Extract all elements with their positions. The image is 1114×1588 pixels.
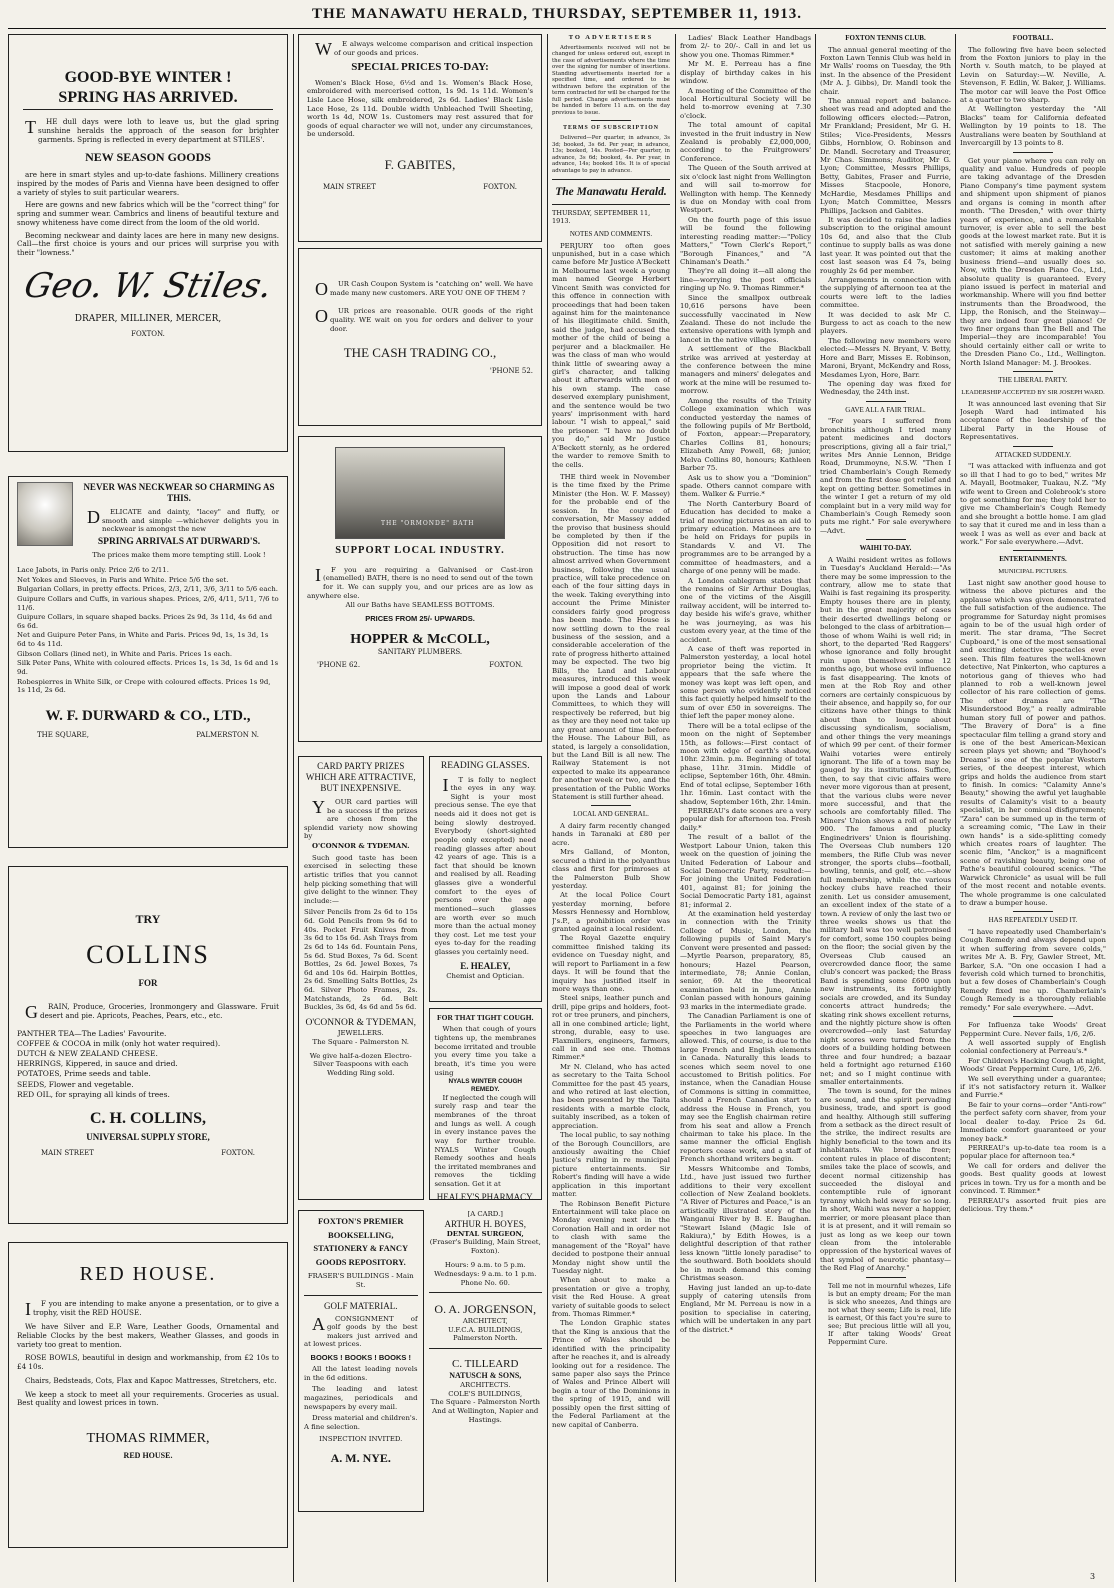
tilleard-town: The Square - Palmerston North (430, 1398, 540, 1407)
stiles-para: Becoming neckwear and dainty laces are here in many new designs. Call—the first choice is yours and our prices will surprise you with their "lowness." (17, 230, 279, 258)
news-para: The result of a ballot of the Westport Labour Union, taken this week on the question of joining the United Federation of Labour and Social Democratic Party, resulted:—For joining the United Federation 401, against 81; for joining the Social Democratic Party 181, against 81; informal 2. (680, 833, 811, 909)
collins-item: HERRINGS, Kippered, in sauce and dried. (17, 1059, 178, 1069)
news-para: The London Graphic states that the King is anxious that the Prince of Wales should be identified with the principality after he reaches it, and is already looking out for a residence. The same paper also says the Prince of Wales and Prince Albert will begin a tour of the Dominions in the spring of 1915, and will possibly open the first sitting of the Federal Parliament at the new capital of Canberra. (552, 1319, 670, 1429)
collins-list (17, 1029, 279, 1099)
durward-town: PALMERSTON N. (196, 731, 259, 740)
oconnor-list: Silver Pencils from 2s 6d to 15s 6d. Gold Pencils from 9s 6d to 40s. Pocket Fruit Knives from 3s 6d to 15s 6d. Ash Trays from 2s 6d to 14s 6d. Fountain Pens, 5s 6d. Stud Boxes, 7s 6d. Scent Bottles, 2s 6d. Jewel Boxes, 7s 6d and 10s 6d. Hairpin Bottles, 2s 6d. Smelling Salts Bottles, 2s 6d. Silver Photo Frames, 2s. Matchstands, 2s 6d. Belt Buckles, 3s 6d, 4s 6d and 5s 6d. (304, 908, 418, 1012)
healey-stack (429, 756, 543, 1200)
column-4 (680, 34, 811, 1582)
stiles-intro: THE dull days were loth to leave us, but the glad spring sunshine heralds the approach of the season for brighter garments. Spring is reflected in every department at STILES'. (25, 117, 279, 144)
column-rule (675, 34, 676, 1582)
news-para: PERREAU's up-to-date tea room is a popular place for afternoon tea.* (960, 1144, 1106, 1161)
news-para: A London cablegram states that the remains of Sir Arthur Douglas, one of the victims of the Aisgill railway accident, will be interred to-day beside his wife's grave, whither he was journeying, as was his custom every year, at the time of the accident. (680, 576, 811, 644)
news-para: Mr M. E. Perreau has a fine display of birthday cakes in his window. (680, 60, 811, 86)
gabites-body: Women's Black Hose, 6½d and 1s. Women's Black Hose, embroidered with mercerised cotton, 1s 9d. 1s 11d. Women's Lisle Lace Hose, silk embroidered, 2s 6d. Ladies' Black Lisle Lace Hose, 2s 11d. Double width Unbleached Twill Sheeting, worth 1s 4d, NOW 1s. Customers may rest assured that for goods of equal character we will not, under any circumstances, be undersold. (307, 78, 533, 139)
durward-address: THE SQUARE, (37, 731, 89, 740)
news-para: Messrs Whitcombe and Tombs, Ltd., have just issued two further additions to their very excellent collection of New Zealand booklets. "A River of Pictures and Peace," is an artistically illustrated story of the Wanganui River by B. E. Baughan. "Stewart Island (Magic Isle of Rakiura)," by Edith Howes, is a delightful description of that rather less known "little lonely paradise" to the southward. Both booklets should be in much demand this coming Christmas season. (680, 1164, 811, 1283)
news-para: A settlement of the Blackball strike was arrived at yesterday at the conference between the mine managers and miners' delegates and work at the mine will be resumed to-morrow. (680, 345, 811, 396)
news-para: On the fourth page of this issue will be found the following interesting reading matter:—"Policy Matters," "Town Clerk's Report," "Borough Finances," and "A Chinaman's Death." (680, 215, 811, 266)
stiles-para: Here are gowns and new fabrics which will be the "correct thing" for spring and summer wear. Cambrics and linens of beautiful texture and snowy whiteness have come direct from the loom of the old world. (17, 200, 279, 227)
rimmer-title: FOXTON'S PREMIER BOOKSELLING, STATIONERY & FANCY GOODS REPOSITORY. (313, 1216, 409, 1267)
c2-bottom-pair (298, 1210, 542, 1512)
cash-firm: THE CASH TRADING CO., (343, 345, 497, 361)
cough-para: When that cough of yours tightens up, the membranes become irritated and trouble you every time you take a breath, it's time you were using (434, 1025, 536, 1077)
oconnor-firm: O'CONNOR & TYDEMAN, (305, 1017, 417, 1028)
durward-intro: DELICATE and dainty, "lacey" and fluffy, or smooth and simple —whichever delights you in neckwear is amongst the new (87, 506, 279, 534)
oconnor-trade: JEWELLERS. (337, 1029, 384, 1038)
collins-name: COLLINS (86, 939, 210, 969)
oconnor-para: Such good taste has been exercised in selecting these artistic trifles that you cannot help picking something that will give delight to the winner. They include:— (304, 853, 418, 905)
news-para: A meeting of the Committee of the local Horticultural Society will be held to-morrow evening at 7.30 o'clock. (680, 86, 811, 120)
stiles-subtitle: NEW SEASON GOODS (85, 150, 211, 165)
news-para: It was announced last evening that Sir Joseph Ward had intimated his acceptance of the leadership of the Liberal Party in the House of Representatives. (960, 399, 1106, 442)
paper-title: The Manawatu Herald. (555, 186, 667, 199)
news-para: There will be a total eclipse of the moon on the night of September 15th, as follows:—First contact of moon with edge of earth's shadow, 10hr. 23min. p.m. Beginning of total phase, 11hr. 31min. Middle of eclipse, September 16th, 0hr. 48min. End of total eclipse, September 16th 1hr. 16min. Last contact with the shadow, September 16th, 2hr. 14min. (680, 721, 811, 806)
boyes-card-label: [A CARD.] (467, 1210, 503, 1218)
subscription-heading: TERMS OF SUBSCRIPTION (563, 125, 659, 132)
news-para: The following new members were elected:—Messrs N. Bryant, V. Betty, Hore and Barr, Misses E. Robinson, Maroni, Bryant, McKendry and Ross, Mesdames Lyon, Hore, Barr. (820, 336, 951, 379)
news-para: The following five have been selected from the Foxton juniors to play in the North v. South match, to be played at Levin on Saturday:—W. Neville, A. Stevenson, F. Edlin, W. Baker, J. Williams. The motor car will leave the Post Office at a quarter to two sharp. (960, 45, 1106, 105)
news-para: PERJURY too often goes unpunished, but in a case which came before Mr Justice A'Beckett in Melbourne last week a young man named George Herbert Vincent Smith was convicted for this offence in connection with proceedings that had been taken against him for the maintenance of his illegitimate child. Smith, said the judge, had accused the mother of the child of being a perjurer and a blackmailer. He was the class of man who would think little of swearing away a girl's character, and talking about it afterwards with men of his own stamp. The case deserved exemplary punishment, and the sentence would be two years' imprisonment with hard labour. "I wish to appeal," said the prisoner. "I have no doubt you do," said Mr Justice A'Beckett sternly, as he ordered the warder to remove Smith to the cells. (552, 241, 670, 469)
news-para: THE third week in November is the time fixed by the Prime Minister (the Hon. W. F. Massey) for the probable end of the session. In the course of conversation, Mr Massey added the proviso that business should be completed by then if the Opposition did not resort to obstruction. The time has now almost arrived when Government business, following the usual practice, will take precedence on each of the four sitting days in the week. Taking everything into account the Prime Minister considers fairly good progress has been made. The House is now settling down to the real business of the session, and a considerable acceleration of the rate of progress hitherto attained may be expected. The two big Bills, the Land and Labour measures, introduced this week will impose a good deal of work upon the Lands and Labour Committees, to which they will respectively be referred, but big as they are they need not take up any great amount of time before the House. The Labour Bill, as stated, is largely a consolidation, but the Land Bill is all new. The Railway Statement is not expected to make its appearance for another week or two, and the presentation of the Public Works Statement is still further ahead. (552, 473, 670, 802)
gabites-intro: WE always welcome comparison and critical inspection of our goods and prices. (315, 39, 533, 59)
red-house-para: Chairs, Bedsteads, Cots, Flax and Kapoc Mattresses, Stretchers, etc. (25, 1375, 277, 1385)
collins-item: DUTCH & NEW ZEALAND CHEESE. (17, 1049, 158, 1059)
collins-item: PANTHER TEA—The Ladies' Favourite. (17, 1028, 167, 1038)
healey-para: IT is folly to neglect the eyes in any way. Sight is your most precious sense. The eye that needs aid it does not get is being slowly destroyed. Everybody (short-sighted people only excepted) need reading glasses after about 42 years of age. This is a fact that should be known and realised by all. Reading glasses give a wonderful comfort to the eyes of persons over the age mentioned—such glasses are worth ever so much more than the actual money they cost. Let me test your eyes to-day for the reading glasses you certainly need. (434, 774, 536, 957)
news-para: For Children's Hacking Cough at night, Woods' Great Peppermint Cure, 1/6, 2/6. (960, 1056, 1106, 1074)
books-heading: BOOKS ! BOOKS ! BOOKS ! (310, 1353, 411, 1363)
red-house-owner: THOMAS RIMMER, (86, 1431, 210, 1447)
stiles-town: FOXTON. (131, 330, 165, 339)
gabites-address: MAIN STREET (323, 182, 376, 191)
tilleard-address: COLE'S BUILDINGS, (448, 1389, 523, 1398)
column-rule (955, 34, 956, 1582)
news-para: Last night saw another good house to witness the above pictures and the applause which was given demonstrated the full satisfaction of the audience. The programme for Saturday night promises again to be of the usual high order of merit. The star drama, "The Secret Cupboard," is one of the most sensational and exciting detective spectacles ever seen. This film features the well-known detective, Nat Pinkerton, who captures a notorious gang of thieves who had planned to rob a well-known jewel collector of his rare collection of gems. The other dramas are "The Misunderstood Boy," a really admirable human story full of power and pathos. "The Bravery of Dora" is a fine spectacular film telling a grand story and is one of the best American-Mexican screen plays yet shown; and "Boyhood's Dreams" is one of the popular Western series, of the deepest interest, which grips and holds the audience from start to finish. In comics: "Calamity Anne's Beauty," showing the awful yet laughable results of Calamity's visit to a beauty specialist, in her comical disfigurement; "Zara" can be summed up in the term of a screaming comic, "The Law in their own hands" is a side-splitting comedy which creates roars of laughter. The scenic film, "Anckor," is a magnificent scene of ravishing beauty, being one of Pathe's beautiful coloured scenics. "The Warwick Chronicle" as usual will be full of the most recent and notable events. The whole programme is one calculated to draw a bumper house. (960, 578, 1106, 907)
dateline: THURSDAY, SEPTEMBER 11, 1913. (552, 209, 651, 226)
news-para: We sell everything under a guarantee; if it's not satisfactory return it. Walker and Furrie.* (960, 1074, 1106, 1100)
c2-mid-pair (298, 756, 542, 1200)
collins-ad (8, 866, 288, 1224)
attacked-heading: ATTACKED SUDDENLY. (995, 450, 1071, 459)
boyes-trade: DENTAL SURGEON, (446, 1229, 524, 1238)
stiles-title-1: GOOD-BYE WINTER ! (64, 69, 232, 86)
hopper-trade: SANITARY PLUMBERS. (377, 648, 463, 657)
nye-firm: A. M. NYE. (330, 1451, 391, 1466)
cash-para: OUR prices are reasonable. OUR goods of the right quality. WE wait on you for orders and deliver to your door. (315, 306, 533, 333)
rimmer-para: The leading and latest magazines, periodicals and newspapers by every mail. (304, 1385, 418, 1411)
masthead-rule (8, 28, 1106, 29)
red-house-ad (8, 1242, 288, 1548)
column-2 (298, 34, 542, 1582)
stiles-trades: DRAPER, MILLINER, MERCER, (74, 313, 222, 324)
collins-item: RED OIL, for spraying all kinds of trees. (17, 1089, 170, 1099)
gabites-town: FOXTON. (483, 182, 517, 191)
news-para: They're all doing it—all along the line—worrying the post officials ringing up No. 9. Thomas Rimmer.* (680, 267, 811, 293)
cash-phone: 'PHONE 52. (489, 366, 533, 375)
hopper-mccoll-ad (298, 436, 542, 742)
local-heading: LOCAL AND GENERAL. (573, 810, 649, 819)
news-para: At Wellington yesterday the "All Blacks" team for California defeated Wellington by 19 points to 18. The Australians were beaten by Southland at Invercargill by 13 points to 8. (960, 105, 1106, 148)
tilleard-firm: NATUSCH & SONS, (449, 1371, 522, 1381)
news-para: It was decided to ask Mr C. Burgess to act as coach to the new players. (820, 310, 951, 336)
oconnor-intro: YOUR card parties will be a success if the prizes are chosen from the splendid variety now showing by (304, 796, 418, 841)
stiles-para: are here in smart styles and up-to-date fashions. Millinery creations inspired by the modes of Paris and Vienna have been designed to offer a variety of styles to suit particular wearers. (17, 170, 279, 197)
durward-tagline: The prices make them more tempting still. Look ! (92, 551, 266, 560)
oconnor-name: O'CONNOR & TYDEMAN. (312, 842, 410, 851)
news-para: Arrangements in connection with the supplying of afternoon tea at the courts were left to the ladies committee. (820, 275, 951, 310)
collins-item: COFFEE & COCOA in milk (only hot water required). (17, 1039, 221, 1049)
price-item: Bulgarian Collars, in pretty effects. Prices, 2/3, 2/11, 3/6, 3/11 to 5/6 each. (17, 585, 278, 594)
cough-para: If neglected the cough will surely rasp and tear the membranes of the throat and lungs as well. A cough in every instance paves the way for further trouble. NYALS Winter Cough Remedy soothes and heals the irritated membranes and removes the tickling sensation. Get it at (434, 1093, 536, 1189)
price-item: Net Yokes and Sleeves, in Paris and White. Price 5/6 the set. (17, 575, 229, 584)
news-para: PERREAU's date scones are a very popular dish for afternoon tea. Fresh daily.* (680, 806, 811, 832)
tilleard-trade: ARCHITECTS. (460, 1381, 511, 1389)
news-para: Steel snips, leather punch and drill, pipe grips and holders, foot-rot or tree pruners, and pinchers, all in one combined article; light, strong, durable, easy to use. Flaxmillers, engineers, farmers, call in and see one. Thomas Rimmer.* (552, 994, 670, 1062)
news-para: Having just landed an up-to-date supply of catering utensils from England, Mr M. Perreau is now in a position to specialise in catering, which will be undertaken in any part of the district.* (680, 1283, 811, 1334)
hopper-para: IF you are requiring a Galvanised or Cast-iron (enamelled) BATH, there is no need to send out of the town for it. We can supply you, and our prices are as low as anywhere else. (307, 564, 533, 600)
jorgenson-town: Palmerston North. (453, 1334, 518, 1343)
stiles-signature: Geo. W. Stiles. (20, 266, 276, 307)
rimmer-address: FRASER'S BUILDINGS - Main St. (307, 1272, 414, 1289)
cash-trading-ad (298, 248, 542, 426)
boyes-address: (Fraser's Building, Main Street, Foxton). (429, 1238, 541, 1255)
red-house-sub: RED HOUSE. (123, 1451, 173, 1461)
liberal-subheading: LEADERSHIP ACCEPTED BY SIR JOSEPH WARD. (961, 388, 1105, 396)
column-rule (547, 34, 548, 1582)
durward-headline: NEVER WAS NECKWEAR SO CHARMING AS THIS. (83, 482, 275, 503)
news-para: At the examination held yesterday in connection with the Trinity College of Music, London, the following pupils of Saint Mary's Convent were presented and passed:—Myrtle Pearson, preparatory, 85, honours; Hazel Pearson, intermediate, 78; Annie Conlan, senior, 69. At the theoretical examination held in June, Annie Conlan passed with honours gaining 93 marks in the intermediate grade. (680, 910, 811, 1011)
collins-address: MAIN STREET (41, 1149, 94, 1158)
column-6 (960, 34, 1106, 1582)
news-para: "I was attacked with influenza and got so ill that I had to go to bed," writes Mr A. Mayall, Bootmaker, Tuakau, N.Z. "My wife went to Green and Colebrook's store to get something for me; they told her to give me Chamberlain's Cough Remedy and she brought a bottle home. I am glad to say that it cured me and in less than a week I was as well as ever and back at work." For sale everywhere.—Advt. (960, 462, 1106, 547)
collins-item: POTATOES, Prime seeds and table. (17, 1069, 151, 1079)
news-para: When about to make a presentation or give a trophy, visit the Red House. A great variety of suitable goods to select from. Thomas Rimmer.* (552, 1276, 670, 1319)
hopper-firm: HOPPER & McCOLL, (350, 632, 490, 648)
collins-town: FOXTON. (221, 1149, 255, 1158)
news-para: Be fair to your corns—order "Anti-row" the perfect safety corn shaver, from your local dealer to-day. Price 2s 6d. Immediate comfort guaranteed or your money back.* (960, 1100, 1106, 1143)
red-house-para: IF you are intending to make anyone a presentation, or to give a trophy, visit the RED HOUSE. (25, 1299, 279, 1320)
news-para: It was decided to raise the ladies subscription to the original amount 10s 6d, and also that the Club continue to supply balls as was done last year. It was pointed out that the cost last season was £4 7s, being roughly 2s 6d per member. (820, 215, 951, 275)
liberal-heading: THE LIBERAL PARTY. (998, 376, 1068, 385)
news-para: We call for orders and deliver the goods. Best quality goods at lowest prices in town. Try us for a month and be convinced. T. Rimmer.* (960, 1161, 1106, 1196)
price-item: Guipure Collars and Cuffs, in various shapes. Prices, 2/6, 4/11, 5/11, 7/6 to 11/6. (17, 594, 279, 612)
price-item: Lace Jabots, in Paris only. Price 2/6 to 2/11. (17, 566, 169, 575)
gabites-firm: F. GABITES, (384, 157, 456, 173)
column-rule (815, 34, 816, 1582)
healey-ad (429, 756, 543, 1002)
durward-spring-heading: SPRING ARRIVALS AT DURWARD'S. (97, 536, 261, 547)
notes-heading: NOTES AND COMMENTS. (569, 230, 653, 239)
column-1 (8, 34, 288, 1582)
news-para: "For years I suffered from bronchitis although I tried many patent medicines and doctors prescriptions, giving all a fair trial," writes Mrs Annie Lennon, Bridge Road, Drummoyne, N.S.W. "Then I tried Chamberlain's Cough Remedy and from the first dose got relief and kept on getting better. Sometimes in the winter I get a return of my old complaint but in a very mild way for Chamberlain's Cough Remedy soon puts me right." For sale everywhere—Advt. (820, 417, 951, 535)
healey-title: READING GLASSES. (440, 761, 530, 771)
stiles-ad (8, 34, 288, 452)
hopper-phone: 'PHONE 62. (317, 660, 361, 669)
bath-illustration (335, 447, 505, 539)
boyes-hours: Hours: 9 a.m. to 5 p.m. Wednesdays: 9 a.m. to 1 p.m. (434, 1261, 537, 1279)
durward-ad (8, 476, 288, 848)
collins-firm: C. H. COLLINS, (89, 1109, 207, 1127)
news-para: The town is sound, for the mines are sound, and the spirit pervading business, trade, and sport is good and healthy. Although still suffering from a setback as the direct result of the strike, the indirect results are highly beneficial to the town and its inhabitants. We breathe freer; content rules in place of discontent; smiles take the place of scowls, and decent normal citizenship has succeeded the disloyal and contemptible rule of ignorant tyranny which held sway for so long. In short, Waihi was never a happier, merrier, or more pleasant place than it is at present, and it will remain so just as long as we keep our town clean from the intolerable oppression of the hysterical waves of that symbol of neurotic phantasy—the Red Flag of Anarchy." (820, 1087, 951, 1273)
tennis-heading: FOXTON TENNIS CLUB. (845, 34, 926, 42)
trial-heading: GAVE ALL A FAIR TRIAL. (845, 405, 926, 414)
news-para: The Robinson Benefit Picture Entertainment will take place on Monday evening next in the Coronation Hall and in order not to clash with same the management of the "Royal" have decided to postpone their annual Monday night show until the Tuesday night. (552, 1199, 670, 1275)
waihi-heading: WAIHI TO-DAY. (859, 544, 912, 553)
oconnor-title: CARD PARTY PRIZES WHICH ARE ATTRACTIVE, BUT INEXPENSIVE. (305, 761, 416, 793)
hopper-baths-note: All our Baths have SEAMLESS BOTTOMS. (345, 601, 495, 610)
news-para: For Influenza take Woods' Great Peppermint Cure. Never fails, 1/6, 2/6. (960, 1021, 1106, 1038)
jorgenson-address: U.F.C.A. BUILDINGS, (448, 1325, 523, 1334)
collins-store: UNIVERSAL SUPPLY STORE, (86, 1132, 210, 1143)
page-number: 3 (1090, 1572, 1096, 1581)
column-3 (552, 34, 670, 1582)
healey-firm: E. HEALEY, (460, 960, 511, 971)
news-para: Get your piano where you can rely on quality and value. Hundreds of people are taking advantage of the Dresden Piano Company's time payment system and shipment upon shipment of pianos and organs is coming in month after month. "The Dresden," with over thirty years of experience, and a remarkable turnover, is ever able to sell the best goods at the lowest market rate. But it is not satisfied with merely gaining a new customer; it aims at making another business friend—and usually does so. Now, with the Dresden Piano Co., Ltd., absolute quality is guaranteed. Every piano issued is perfect in material and workmanship. Where will you find better instruments than the Broadwood, the Lipp, the Ronisch, and the Steinway—they are indeed four great pianos! Or two finer organs than The Bell and The Imperial—they are incomparable! You should certainly either call or write to the Dresden Piano Co., Ltd., Wellington. North Island Manager: M. J. Brookes. (960, 156, 1106, 367)
news-para: The local public, to say nothing of the Borough Councillors, are anxiously awaiting the Chief Justice's ruling in re municipal picture entertainments. Sir Robert's finding will have a wide application in this important matter. (552, 1131, 670, 1199)
oconnor-address: The Square - Palmerston N. (312, 1038, 409, 1047)
news-para: The Royal Gazette enquiry committee finished taking its evidence on Tuesday night, and will report to Parliament in a few days. It will be found that the inquiry has justified itself in more ways than one. (552, 934, 670, 993)
news-para: Mrs Galland, of Monton, secured a third in the polyanthus class and first for primroses at the Palmerston Bulb Show yesterday. (552, 848, 670, 890)
collins-for: FOR (138, 978, 158, 989)
news-para: Ask us to show you a "Dominion" spade. Others cannot compare with them. Walker & Furrie.* (680, 473, 811, 499)
news-para: Ladies' Black Leather Handbags from 2/- to 20/-. Call in and let us show you one. Thomas Rimmer.* (680, 34, 811, 59)
rimmer-stationery-ad (298, 1210, 424, 1512)
cough-title: FOR THAT TIGHT COUGH. (437, 1013, 534, 1023)
news-para: Since the smallpox outbreak 10,616 persons have been successfully vaccinated in New Zealand. These do not include the extensive operations with lymph and lancet in the native villages. (680, 293, 811, 344)
news-para: Among the results of the Trinity College examination which was conducted yesterday the names of the following pupils of Mr Bertbold, of Foxton, appear:—Preparatory, Charles Collins 81, honours; Elizabeth Amy Powell, 68; junior, Melva Collins 80, honours; Kathleen Barber 75. (680, 396, 811, 473)
verse-advert: Tell me not in mournful whezes, Life is but an empty dream; For the man is sick who sneezes, And things are not what they seem; Life is real, life is earnest, Of this fact you're sure to see; But precious little will all you, If after taking Woods' Great Peppermint Cure. (828, 1281, 951, 1346)
durward-firm: W. F. DURWARD & CO., LTD., (45, 707, 251, 724)
collins-item: SEEDS, Flower and vegetable. (17, 1079, 134, 1089)
jorgenson-trade: ARCHITECT, (462, 1316, 508, 1325)
news-para: A case of theft was reported in Palmerston yesterday, a local hotel proprietor being the victim. It appears that the safe where the money was kept was left open, and some person who evidently noticed this fact quietly helped himself to the sum of over £50 in sovereigns. The thief left the paper money alone. (680, 644, 811, 721)
boyes-name: ARTHUR H. BOYES, (444, 1218, 526, 1229)
news-para: The opening day was fixed for Wednesday, the 24th inst. (820, 379, 951, 397)
news-para: The total amount of capital invested in the fruit industry in New Zealand is probably £2,000,000, according to the Fruitgrowers' Conference. (680, 121, 811, 163)
cough-remedy: NYALS WINTER COUGH REMEDY. (448, 1078, 523, 1093)
news-para: At the local Police Court yesterday morning, before Messrs Hennessy and Hornblow, J's.P., a prohibition order was granted against a local resident. (552, 891, 670, 934)
masthead: THE MANAWATU HERALD, THURSDAY, SEPTEMBER 11, 1913. (311, 6, 803, 22)
news-para: The Queen of the South arrived at six o'clock last night from Wellington and will sail to-morrow for Wellington with hemp. The Kennedy is due on Monday with coal from Westport. (680, 164, 811, 215)
price-item: Silk Peter Pans, White with coloured effects. Prices 1s, 1s 3d, 1s 6d and 1s 9d. (17, 659, 279, 676)
advertisers-notice: Advertisements received will not be changed for unless ordered out, except in the case of advertisements where the time over the signing for number of insertions. Standing advertisements inserted for a specified time, and ordered to be withdrawn before the expiration of the term contracted for will be charged for the full period. Change advertisements must be handed in before 11 a.m. on the day previous to issue. (552, 44, 670, 116)
entertainments-heading: ENTERTAINMENTS. (999, 555, 1067, 564)
tilleard-branches: And at Wellington, Napier and Hastings. (432, 1406, 539, 1424)
news-para: Mr N. Cleland, who has acted as secretary to the Taita School Committee for the past 45 years, and who retired at last election, has been presented by the Taita residents with a marble clock, suitably inscribed, as a token of appreciation. (552, 1062, 670, 1130)
gabites-ad (298, 34, 542, 242)
golf-para: ACONSIGNMENT of golf goods by the best makers just arrived and at lowest prices. (304, 1313, 418, 1349)
news-para: The Canadian Parliament is one of the Parliaments in the world where speeches in two languages are allowed. This, of course, is due to the large French and English elements in Canada. Naturally this leads to scenes which seem novel to one accustomed to British politics. For instance, when the Canadian House of Commons is sitting in committee, should a French Canadian start to address the House in French, you may see the English chairman retire from his seat and allow a French chairman to take his place. In the same manner the official English reporters cease work, and a staff of French shorthand writers begin. (680, 1012, 811, 1164)
hopper-prices: PRICES FROM 25/- UPWARDS. (365, 613, 475, 623)
red-house-para: We have Silver and E.P. Ware, Leather Goods, Ornamental and Reliable Clocks by the best makers, Weather Glasses, and goods in variety too great to mention. (17, 1321, 279, 1349)
column-5 (820, 34, 951, 1582)
stiles-title-2: SPRING HAS ARRIVED. (23, 88, 273, 111)
oconnor-offer: We give half-a-dozen Electro-Silver Teaspoons with each Wedding Ring sold. (309, 1051, 412, 1077)
golf-heading: GOLF MATERIAL. (324, 1300, 398, 1311)
collins-intro: GRAIN, Produce, Groceries, Ironmongery and Glassware. Fruit desert and pie. Apricots, Peaches, Pears, etc., etc. (25, 1002, 279, 1023)
hopper-town: FOXTON. (489, 660, 523, 669)
news-para: A dairy farm recently changed hands in Taranaki at £80 per acre. (552, 821, 670, 847)
tilleard-name: C. TILLEARD (452, 1357, 519, 1370)
price-item: Net and Guipure Peter Pans, in White and Paris. Prices 9d, 1s, 1s 3d, 1s 6d to 4s 11d. (17, 631, 269, 649)
red-house-para: We keep a stock to meet all your requirements. Groceries as usual. Best quality and lowest prices in town. (17, 1389, 279, 1408)
rimmer-invite: INSPECTION INVITED. (319, 1434, 403, 1443)
news-para: The annual general meeting of the Foxton Lawn Tennis Club was held in Mr Walls' rooms on Tuesday, the 9th inst. In the absence of the President (Mr A. J. Gibbs), Dr. Mandl took the chair. (820, 45, 951, 96)
healey-trade: Chemist and Optician. (446, 971, 525, 980)
cough-firm: HEALEY'S PHARMACY. (436, 1191, 534, 1200)
news-para: A well assorted supply of English colonial confectionery at Perreau's.* (960, 1038, 1106, 1056)
oconnor-ad (298, 756, 424, 1200)
jorgenson-name: O. A. JORGENSON, (434, 1302, 537, 1317)
football-heading: FOOTBALL. (1012, 34, 1054, 42)
advertisers-heading: TO ADVERTISERS (568, 34, 654, 41)
column-rule (293, 34, 294, 1582)
news-para: The North Canterbury Board of Education has decided to make a trial of moving pictures as an aid to primary education. Matinees are to be held on Fridays for pupils in Standards V. and VI. The programmes are to be arranged by a committee of headmasters, and a charge of one penny will be made. (680, 499, 811, 576)
price-item: Gibson Collars (lined net), in White and Paris. Prices 1s each. (17, 649, 233, 658)
news-para: "I have repeatedly used Chamberlain's Cough Remedy and always depend upon it when suffering from severe colds," writes Mr A. B. Fry, Gawler Street, Mt. Barker, S.A. "On one occasion I had a feverish cold which turned to bronchitis, but a few doses of Chamberlain's Cough Remedy fixed me up. Chamberlain's Cough Remedy is a thoroughly reliable remedy." For sale everywhere. —Advt. (960, 927, 1106, 1012)
collins-try: TRY (135, 912, 161, 926)
hopper-support: SUPPORT LOCAL INDUSTRY. (335, 545, 505, 556)
cough-ad (429, 1008, 543, 1200)
durward-price-list (17, 566, 279, 695)
subscription-notice: Delivered—Per quarter, in advance, 3s 3d; booked, 3s 6d. Per year, in advance, 13s; booked, 14s. Posted—Per quarter, in advance, 3s 6d; booked, 4s. Per year, in advance, 14s; booked 16s. It is of special advantage to pay in advance. (552, 135, 670, 174)
red-house-para: ROSE BOWLS, beautiful in design and workmanship, from £2 10s to £4 10s. (17, 1353, 279, 1372)
rimmer-para: Dress material and children's. A fine selection. (304, 1414, 418, 1431)
pictures-heading: MUNICIPAL PICTURES. (998, 567, 1068, 575)
news-para: A Waihi resident writes as follows in Tuesday's Auckland Herald:—"As there may be some impression to the contrary, allow me to state that Waihi is fast regaining its prosperity. Empty houses there are in plenty, but in the great majority of cases their deserted dwellings belong or belonged to the class of arbitration—those of whom Waihi is well rid; in short, to the departed 'Red Raggers' whose ignorance and folly brought ruin upon themselves some 12 months ago, but whose evil influence is fast disappearing. The knots of men at the Rob Roy and other corners are certainly conspicuous by their absence, and happily so, for our citizens have other things to think about than to lounge about discussing syndicalism, socialism, and other things the very meanings of which 99 per cent. of their former Waihi votaries were entirely ignorant. The life of a town may be gauged by its institutions. Suffice, then, to say that civic affairs were never more vigorous than at present, that the various clubs were never more successful, and that the schools are comfortably filled. The Miners' Union shows a roll of nearly 900. The famous and plucky Enginedrivers' Union is flourishing. The Overseas Club numbers 120 members, the Rifle Club was never stronger, the sports clubs—football, bowling, tennis, and golf, etc.—show full membership, while the various hockey clubs have reached their zenith. Let us consider amusement, an excellent index of the state of a town. A review of only the last two or three weeks shows us that the military ball was too well patronised for comfort, some 150 couples being on the floor; the social given by the Overseas Club caused an overcrowded dance floor, the same club's concert was packed; the Brass Band is spending some £600 upon new instruments, its fortnightly socials are crowded, and its Sunday concerts attract hundreds; the skating rink shows excellent returns, and the nightly picture show is often overcrowded—only last Saturday night scores were turned from the doors of a building holding between three and four hundred; a bazaar held a fortnight ago returned £160 net; and so I might continue with smaller entertainments. (820, 555, 951, 1086)
boyes-phone: Phone No. 60. (460, 1278, 510, 1287)
news-para: The annual report and balance-sheet was read and adopted and the following officers elected:—Patron, Mr Frankland; President, Mr G. H. Stiles; Vice-Presidents, Messrs Gibbs, Hornblow, O. Robinson and Dr. Mandl. Secretary and Treasurer, Mr Chas. Simmons; Auditor, Mr G. Lyon; Committee, Messrs Phillips, Betty, Gabites, Fraser and Furrie, Misses Stacpoole, Honore, McHardie, Mesdames Phillips and Lyon; Match Committee, Messrs Phillips, Jackson and Gabites. (820, 97, 951, 215)
price-item: Guipure Collars, in square shaped backs. Prices 2s 9d, 3s 11d, 4s 6d and 6s 6d. (17, 613, 273, 630)
gabites-title: SPECIAL PRICES TO-DAY: (351, 61, 489, 74)
professional-cards (429, 1210, 543, 1512)
bath-label: THE "ORMONDE" BATH (381, 520, 475, 527)
lady-portrait-image (17, 482, 73, 546)
red-house-title: RED HOUSE. (79, 1263, 217, 1285)
price-item: Robespierres in White Silk, or Crepe with coloured effects. Prices 1s 9d, 1s 11d, 2s 6d. (17, 677, 271, 695)
rimmer-para: All the latest leading novels in the 6d editions. (304, 1365, 418, 1382)
repeatedly-heading: HAS REPEATEDLY USED IT. (988, 916, 1078, 925)
cash-para: OUR Cash Coupon System is "catching on" well. We have made many new customers. ARE YOU ONE OF THEM ? (315, 279, 533, 299)
news-para: PERREAU's assorted fruit pies are delicious. Try them.* (960, 1196, 1106, 1213)
